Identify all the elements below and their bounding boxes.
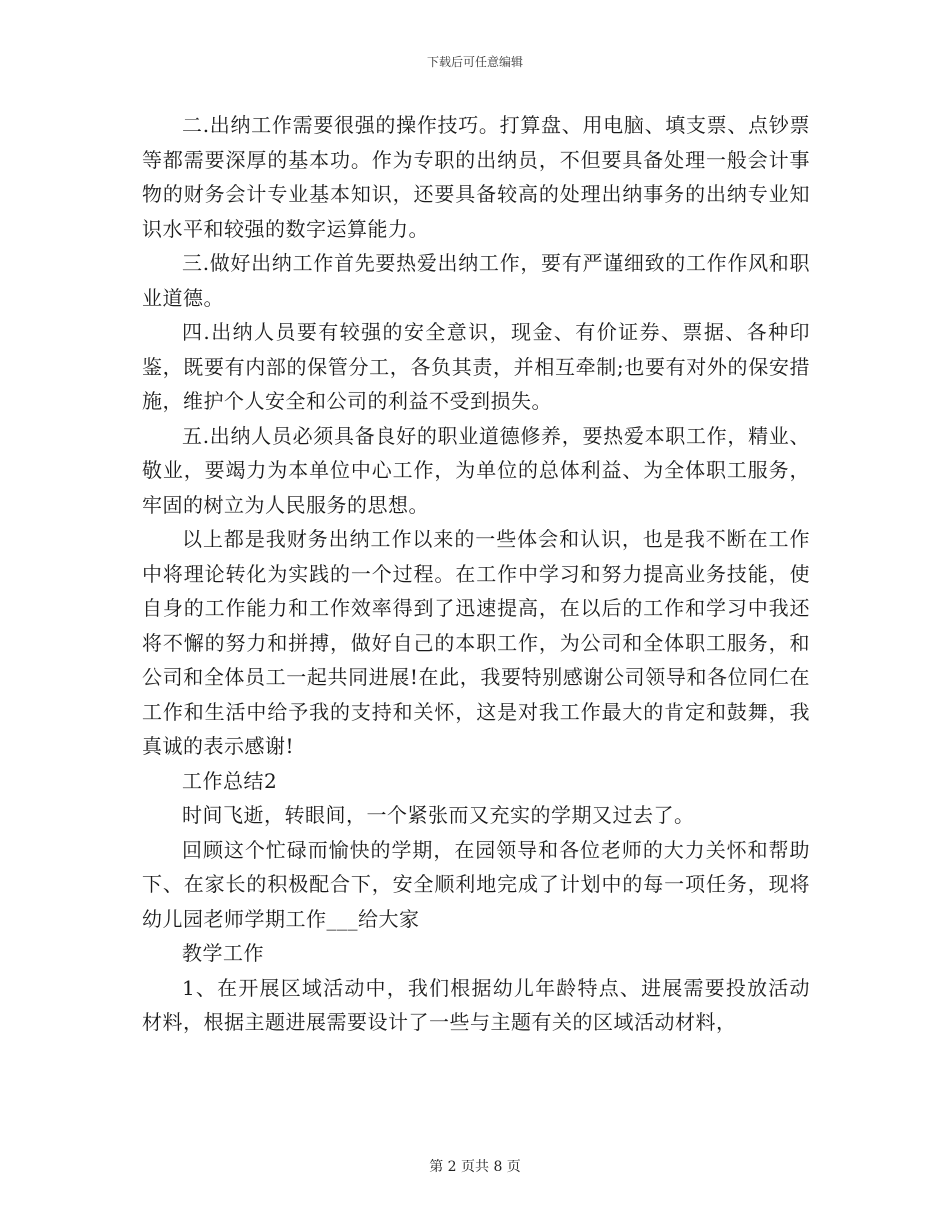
section-heading-summary-2: 工作总结2 <box>182 768 278 793</box>
page-header-note: 下载后可任意编辑 <box>426 55 523 69</box>
paragraph-safety-awareness: 四.出纳人员要有较强的安全意识，现金、有价证券、票据、各种印鉴，既要有内部的保管分工，各负其责，并相互牵制;也要有对外的保安措施，维护个人安全和公司的利益不受到损失。 <box>142 320 810 413</box>
paragraph-area-activities: 1、在开展区域活动中，我们根据幼儿年龄特点、进展需要投放活动材料，根据主题进展需要设计了一些与主题有关的区域活动材料， <box>142 975 810 1034</box>
page-number-footer: 第 2 页共 8 页 <box>429 1159 521 1175</box>
section-heading-teaching: 教学工作 <box>182 941 264 965</box>
paragraph-review: 回顾这个忙碌而愉快的学期，在园领导和各位老师的大力关怀和帮助下、在家长的积极配合下，安全顺利地完成了计划中的每一项任务，现将幼儿园老师学期工作___给大家 <box>142 837 810 931</box>
paragraph-professional-ethics: 五.出纳人员必须具备良好的职业道德修养，要热爱本职工作，精业、敬业，要竭力为本单位中心工作，为单位的总体利益、为全体职工服务，牢固的树立为人民服务的思想。 <box>142 423 810 517</box>
document-body <box>142 108 810 1040</box>
paragraph-time-flies: 时间飞逝，转眼间，一个紧张而又充实的学期又过去了。 <box>182 803 695 827</box>
paragraph-cashier-skills: 二.出纳工作需要很强的操作技巧。打算盘、用电脑、填支票、点钞票等都需要深厚的基本功。作为专职的出纳员，不但要具备处理一般会计事物的财务会计专业基本知识，还要具备较高的处理出纳事务的出纳专业知识水平和较强的数字运算能力。 <box>142 113 810 241</box>
paragraph-conclusion: 以上都是我财务出纳工作以来的一些体会和认识，也是我不断在工作中将理论转化为实践的一个过程。在工作中学习和努力提高业务技能，使自身的工作能力和工作效率得到了迅速提高，在以后的工作和学习中我还将不懈的努力和拼搏，做好自己的本职工作，为公司和全体职工服务，和公司和全体员工一起共同进展!在此，我要特别感谢公司领导和各位同仁在工作和生活中给予我的支持和关怀，这是对我工作最大的肯定和鼓舞，我真诚的表示感谢! <box>142 527 810 758</box>
paragraph-work-ethic: 三.做好出纳工作首先要热爱出纳工作，要有严谨细致的工作作风和职业道德。 <box>142 251 810 310</box>
